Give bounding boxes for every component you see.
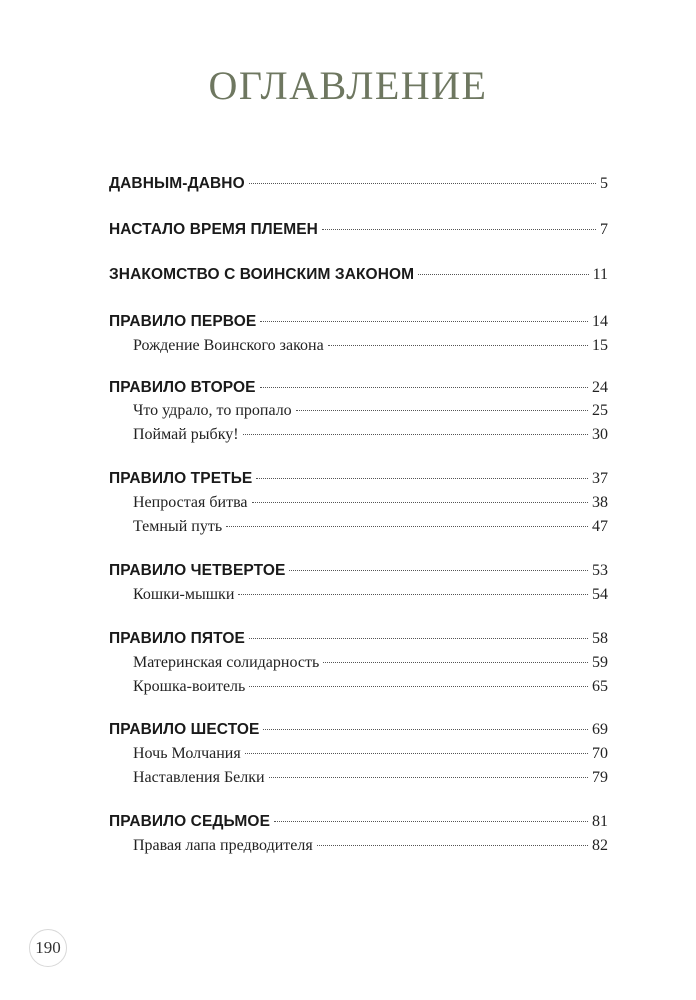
toc-subsection[interactable] (133, 585, 608, 605)
dot-leader (269, 777, 588, 778)
dot-leader (256, 478, 588, 479)
toc-page-number: 15 (592, 337, 608, 354)
toc-subsection[interactable] (133, 836, 608, 856)
toc-subsection[interactable] (133, 401, 608, 421)
dot-leader (289, 570, 588, 571)
dot-leader (260, 321, 588, 322)
toc-chapter-title: ПРАВИЛО ЧЕТВЕРТОЕ (109, 562, 286, 579)
toc-subsection[interactable] (133, 336, 608, 356)
toc-chapter-title: ПРАВИЛО ТРЕТЬЕ (109, 470, 253, 487)
toc-page-number: 38 (592, 494, 608, 511)
toc-page-number: 7 (600, 221, 608, 238)
dot-leader (263, 729, 588, 730)
toc-page-number: 14 (592, 313, 608, 330)
toc-chapter-title: НАСТАЛО ВРЕМЯ ПЛЕМЕН (109, 221, 318, 238)
toc-subsection[interactable] (133, 425, 608, 445)
toc-page-number: 30 (592, 426, 608, 443)
toc-page-number: 5 (600, 175, 608, 192)
toc-chapter[interactable] (109, 812, 608, 832)
dot-leader (245, 753, 588, 754)
toc-chapter[interactable] (109, 720, 608, 740)
dot-leader (323, 662, 588, 663)
toc-chapter[interactable] (109, 312, 608, 332)
dot-leader (249, 686, 588, 687)
toc-chapter-title: ПРАВИЛО ПЯТОЕ (109, 630, 245, 647)
toc-subsection-title: Поймай рыбку! (133, 426, 239, 443)
toc-subsection-title: Правая лапа предводителя (133, 837, 313, 854)
toc-chapter-title: ПРАВИЛО ПЕРВОЕ (109, 313, 257, 330)
dot-leader (328, 345, 588, 346)
toc-chapter[interactable] (109, 629, 608, 649)
toc-chapter[interactable] (109, 378, 608, 398)
dot-leader (249, 638, 588, 639)
toc-chapter[interactable] (109, 220, 608, 240)
toc-page-number: 53 (592, 562, 608, 579)
toc-subsection-title: Кошки-мышки (133, 586, 235, 603)
toc-page-number: 82 (592, 837, 608, 854)
toc-page-number: 79 (592, 769, 608, 786)
toc-chapter-title: ДАВНЫМ-ДАВНО (109, 175, 245, 192)
toc-subsection-title: Рождение Воинского закона (133, 337, 324, 354)
page-number-badge (29, 929, 67, 967)
toc-chapter-title: ЗНАКОМСТВО С ВОИНСКИМ ЗАКОНОМ (109, 266, 415, 283)
dot-leader (418, 274, 588, 275)
dot-leader (249, 183, 596, 184)
toc-page-number: 81 (592, 813, 608, 830)
toc-page-number: 37 (592, 470, 608, 487)
dot-leader (252, 502, 588, 503)
toc-subsection[interactable] (133, 517, 608, 537)
toc-subsection[interactable] (133, 653, 608, 673)
dot-leader (274, 821, 588, 822)
toc-page-number: 47 (592, 518, 608, 535)
toc-subsection[interactable] (133, 677, 608, 697)
toc-subsection-title: Непростая битва (133, 494, 248, 511)
toc-chapter-title: ПРАВИЛО ВТОРОЕ (109, 379, 256, 396)
dot-leader (260, 387, 588, 388)
toc-page-number: 11 (592, 266, 608, 283)
toc-page-number: 25 (592, 402, 608, 419)
toc-chapter[interactable] (109, 174, 608, 194)
toc-page-number: 65 (592, 678, 608, 695)
toc-subsection-title: Наставления Белки (133, 769, 265, 786)
page-title: ОГЛАВЛЕНИЕ (208, 63, 488, 108)
page-number: 190 (35, 938, 61, 957)
dot-leader (243, 434, 588, 435)
toc-chapter[interactable] (109, 561, 608, 581)
dot-leader (226, 526, 588, 527)
dot-leader (322, 229, 596, 230)
toc-page-number: 24 (592, 379, 608, 396)
toc-subsection-title: Что удрало, то пропало (133, 402, 292, 419)
dot-leader (296, 410, 588, 411)
toc-chapter[interactable] (109, 469, 608, 489)
toc-subsection-title: Крошка-воитель (133, 678, 246, 695)
toc-subsection[interactable] (133, 768, 608, 788)
toc-page-number: 69 (592, 721, 608, 738)
toc-subsection-title: Материнская солидарность (133, 654, 320, 671)
toc-page-number: 54 (592, 586, 608, 603)
toc-subsection[interactable] (133, 744, 608, 764)
toc-subsection[interactable] (133, 493, 608, 513)
toc-chapter-title: ПРАВИЛО ШЕСТОЕ (109, 721, 260, 738)
toc-subsection-title: Темный путь (133, 518, 223, 535)
dot-leader (238, 594, 588, 595)
toc-page-number: 58 (592, 630, 608, 647)
toc-chapter[interactable] (109, 265, 608, 285)
toc-subsection-title: Ночь Молчания (133, 745, 241, 762)
dot-leader (317, 845, 588, 846)
toc-page-number: 70 (592, 745, 608, 762)
toc-page-number: 59 (592, 654, 608, 671)
toc-chapter-title: ПРАВИЛО СЕДЬМОЕ (109, 813, 271, 830)
